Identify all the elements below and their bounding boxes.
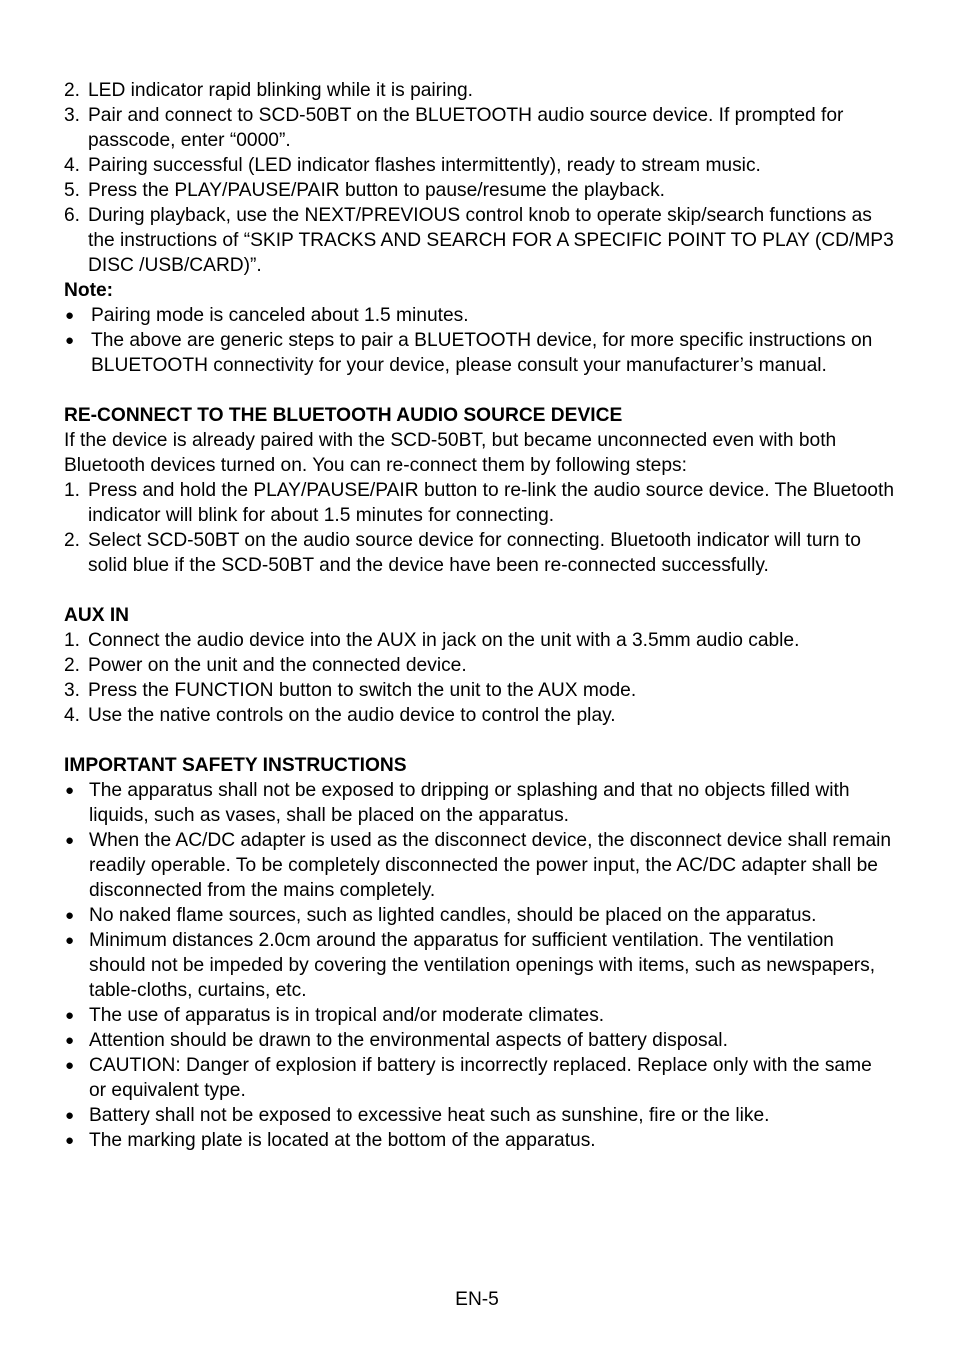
- list-item: [64, 828, 894, 903]
- step-text: Connect the audio device into the AUX in jack on the unit with a 3.5mm audio cable.: [88, 630, 800, 651]
- step-text: Pairing successful (LED indicator flashes intermittently), ready to stream music.: [88, 155, 761, 176]
- section-heading-aux: AUX IN: [64, 605, 130, 626]
- step-number: 4.: [64, 155, 81, 176]
- list-item: [64, 1003, 894, 1028]
- bullet-icon: ●: [65, 1107, 75, 1124]
- safety-text: Minimum distances 2.0cm around the apparatus for sufficient ventilation. The ventilation should not be impeded by covering the ventilation openings with items, such as newspapers, table-cloths, curtains, etc.: [89, 930, 876, 1001]
- step-number: 6.: [64, 205, 81, 226]
- safety-text: The apparatus shall not be exposed to dripping or splashing and that no objects filled with liquids, such as vases, shall be placed on the apparatus.: [89, 780, 850, 826]
- step-number: 4.: [64, 705, 81, 726]
- list-item: [64, 178, 894, 203]
- list-item: [64, 1053, 894, 1103]
- safety-text: No naked flame sources, such as lighted candles, should be placed on the apparatus.: [89, 905, 817, 926]
- bullet-icon: ●: [65, 1057, 75, 1074]
- bullet-icon: ●: [65, 1132, 75, 1149]
- list-item: [64, 703, 894, 728]
- step-text: Select SCD-50BT on the audio source device for connecting. Bluetooth indicator will turn to solid blue if the SCD-50BT and the device have been re-connected successfully.: [88, 530, 861, 576]
- safety-list: [64, 778, 894, 1153]
- list-item: [64, 928, 894, 1003]
- safety-text: The marking plate is located at the bottom of the apparatus.: [89, 1130, 596, 1151]
- step-text: Press the FUNCTION button to switch the unit to the AUX mode.: [88, 680, 637, 701]
- bullet-icon: ●: [65, 907, 75, 924]
- step-text: Use the native controls on the audio device to control the play.: [88, 705, 616, 726]
- note-text: Pairing mode is canceled about 1.5 minutes.: [91, 305, 469, 326]
- step-text: LED indicator rapid blinking while it is pairing.: [88, 80, 474, 101]
- step-number: 2.: [64, 655, 81, 676]
- note-text: The above are generic steps to pair a BLUETOOTH device, for more specific instructions on BLUETOOTH connectivity for your device, please consult your manufacturer’s manual.: [91, 330, 873, 376]
- step-text: Press the PLAY/PAUSE/PAIR button to pause/resume the playback.: [88, 180, 665, 201]
- step-number: 5.: [64, 180, 81, 201]
- section-heading-safety: IMPORTANT SAFETY INSTRUCTIONS: [64, 755, 407, 776]
- bullet-icon: ●: [65, 1007, 75, 1024]
- list-item: [64, 1128, 894, 1153]
- step-text: During playback, use the NEXT/PREVIOUS control knob to operate skip/search functions as the instructions of “SKIP TRACKS AND SEARCH FOR A SPECIFIC POINT TO PLAY (CD/MP3 DISC /USB/CARD)”.: [88, 205, 894, 276]
- step-number: 3.: [64, 105, 81, 126]
- reconnect-intro: If the device is already paired with the SCD-50BT, but became unconnected even with both Bluetooth devices turned on. You can re-connect them by following steps:: [64, 430, 837, 476]
- list-item: [64, 1028, 894, 1053]
- list-item: [64, 903, 894, 928]
- bullet-icon: ●: [65, 932, 75, 949]
- step-text: Power on the unit and the connected device.: [88, 655, 467, 676]
- page-number: EN-5: [455, 1289, 499, 1310]
- note-list: [64, 303, 894, 378]
- safety-text: Attention should be drawn to the environmental aspects of battery disposal.: [89, 1030, 728, 1051]
- document-page: [64, 78, 894, 1153]
- step-number: 2.: [64, 530, 81, 551]
- list-item: [64, 303, 894, 328]
- bullet-icon: ●: [65, 307, 75, 324]
- list-item: [64, 203, 894, 278]
- step-number: 3.: [64, 680, 81, 701]
- list-item: [64, 678, 894, 703]
- bullet-icon: ●: [65, 782, 75, 799]
- pairing-steps-list: [64, 78, 894, 278]
- list-item: [64, 153, 894, 178]
- safety-text: Battery shall not be exposed to excessive heat such as sunshine, fire or the like.: [89, 1105, 770, 1126]
- bullet-icon: ●: [65, 832, 75, 849]
- safety-text: The use of apparatus is in tropical and/or moderate climates.: [89, 1005, 605, 1026]
- step-text: Press and hold the PLAY/PAUSE/PAIR button to re-link the audio source device. The Bluetooth indicator will blink for about 1.5 minutes for connecting.: [88, 480, 894, 526]
- step-text: Pair and connect to SCD-50BT on the BLUETOOTH audio source device. If prompted for passcode, enter “0000”.: [88, 105, 844, 151]
- list-item: [64, 328, 894, 378]
- step-number: 1.: [64, 630, 81, 651]
- safety-text: When the AC/DC adapter is used as the disconnect device, the disconnect device shall remain readily operable. To be completely disconnected the power input, the AC/DC adapter shall be disconnected from the mains completely.: [89, 830, 892, 901]
- list-item: [64, 478, 894, 528]
- aux-steps-list: [64, 628, 894, 728]
- list-item: [64, 1103, 894, 1128]
- list-item: [64, 778, 894, 828]
- list-item: [64, 528, 894, 578]
- section-heading-reconnect: RE-CONNECT TO THE BLUETOOTH AUDIO SOURCE DEVICE: [64, 405, 623, 426]
- safety-text: CAUTION: Danger of explosion if battery is incorrectly replaced. Replace only with the same or equivalent type.: [89, 1055, 872, 1101]
- list-item: [64, 78, 894, 103]
- step-number: 1.: [64, 480, 81, 501]
- bullet-icon: ●: [65, 332, 75, 349]
- list-item: [64, 628, 894, 653]
- bullet-icon: ●: [65, 1032, 75, 1049]
- list-item: [64, 653, 894, 678]
- reconnect-steps-list: [64, 478, 894, 578]
- list-item: [64, 103, 894, 153]
- note-label: Note:: [64, 280, 114, 301]
- step-number: 2.: [64, 80, 81, 101]
